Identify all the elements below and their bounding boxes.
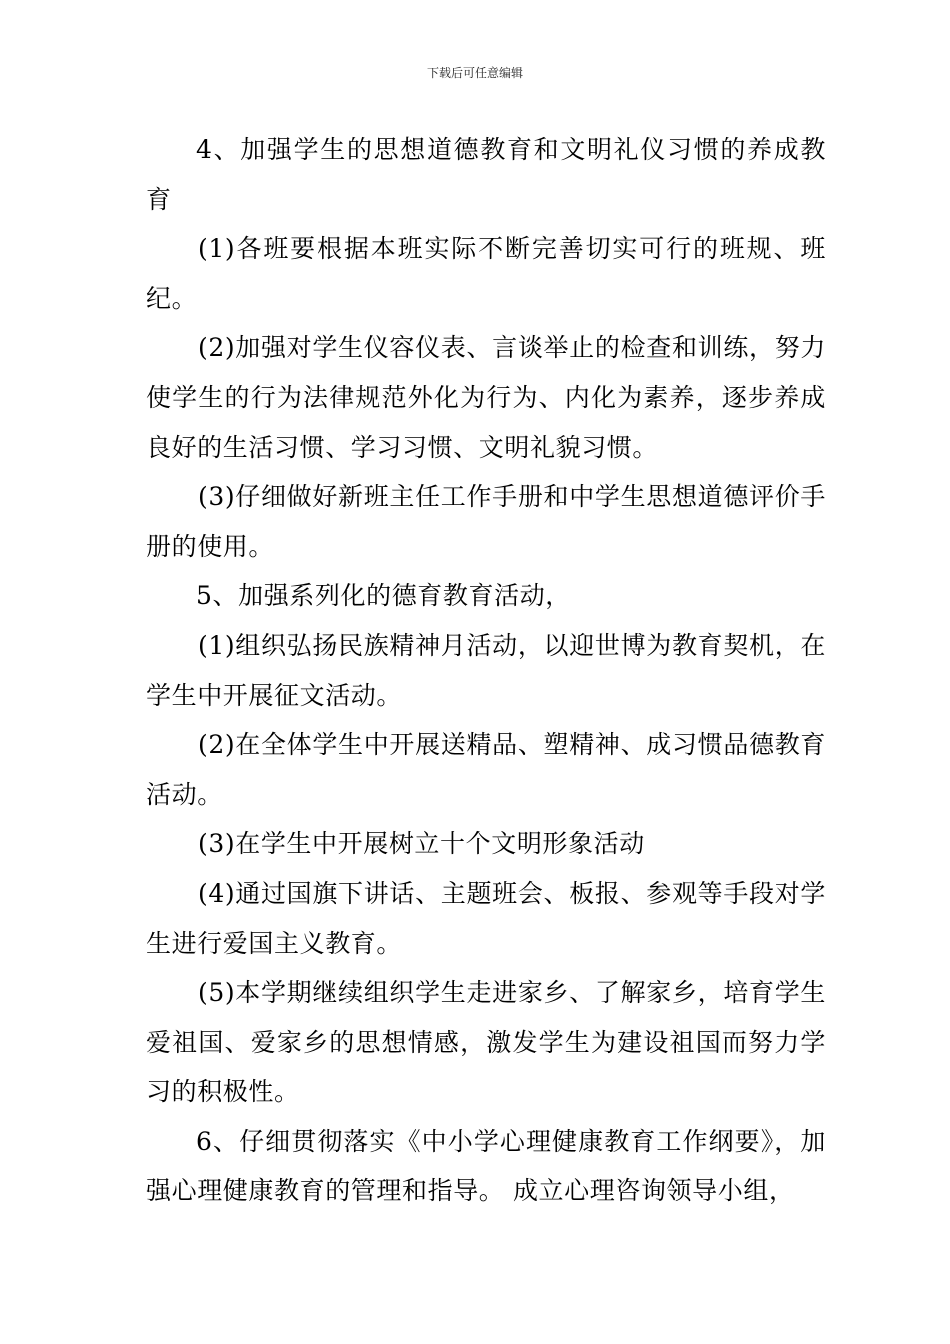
section-5-item-4: (4)通过国旗下讲话、主题班会、板报、参观等手段对学生进行爱国主义教育。 [146,878,826,958]
page-header: 下载后可任意编辑 [426,66,523,80]
document-body [146,125,826,1216]
section-5-item-3: (3)在学生中开展树立十个文明形象活动 [198,829,645,859]
section-4-item-3: (3)仔细做好新班主任工作手册和中学生思想道德评价手册的使用。 [146,482,826,561]
section-4-item-2: (2)加强对学生仪容仪表、言谈举止的检查和训练，努力使学生的行为法律规范外化为行为、内化为素养，逐步养成良好的生活习惯、学习习惯、文明礼貌习惯。 [146,333,826,462]
section-5-item-2: (2)在全体学生中开展送精品、塑精神、成习惯品德教育活动。 [146,730,826,809]
section-4-heading: 4、加强学生的思想道德教育和文明礼仪习惯的养成教育 [146,135,826,214]
section-5-item-5: (5)本学期继续组织学生走进家乡、了解家乡，培育学生爱祖国、爱家乡的思想情感，激发学生为建设祖国而努力学习的积极性。 [146,978,826,1107]
section-5-item-1: (1)组织弘扬民族精神月活动，以迎世博为教育契机，在学生中开展征文活动。 [146,630,826,710]
section-5-heading: 5、加强系列化的德育教育活动， [196,581,571,611]
section-6-heading: 6、仔细贯彻落实《中小学心理健康教育工作纲要》，加强心理健康教育的管理和指导。 成立心理咨询领导小组， [146,1126,826,1206]
section-4-item-1: (1)各班要根据本班实际不断完善切实可行的班规、班纪。 [146,234,826,313]
